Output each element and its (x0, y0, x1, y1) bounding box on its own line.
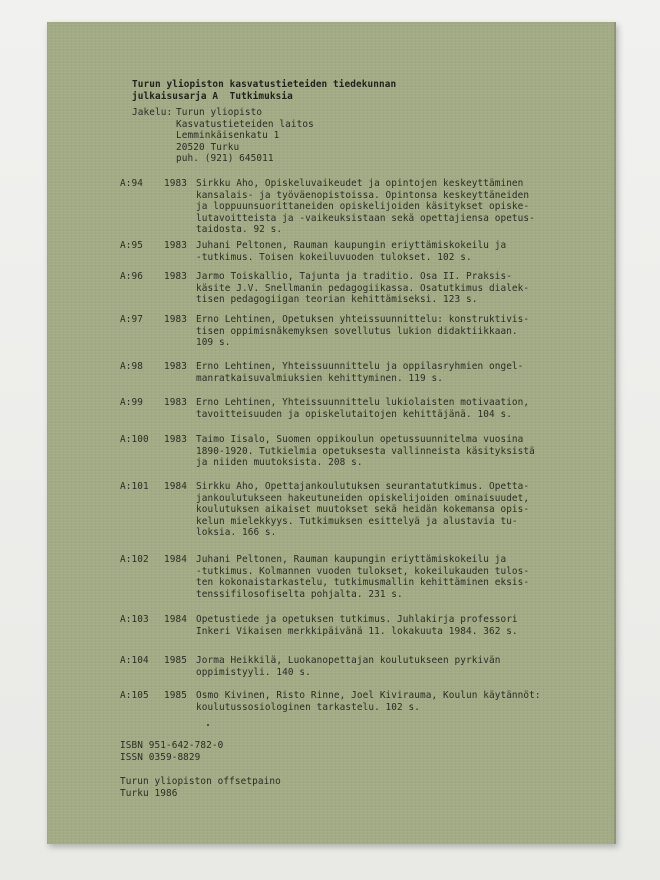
address-line: 20520 Turku (176, 141, 240, 153)
description-line: Opetustiede ja opetuksen tutkimus. Juhlakirja professori (196, 614, 518, 625)
publication-code: A:99 (120, 397, 143, 408)
publication-code: A:94 (120, 178, 143, 189)
address-line: Lemminkäisenkatu 1 (176, 130, 280, 142)
description-line: Juhani Peltonen, Rauman kaupungin eriyttämiskokeilu ja (196, 554, 507, 565)
publication-code: A:104 (120, 655, 149, 666)
identifiers-block (120, 740, 223, 763)
publication-description (196, 361, 523, 384)
description-line: taidosta. 92 s. (196, 224, 283, 236)
publication-description (196, 614, 518, 637)
publication-code: A:102 (120, 554, 149, 565)
description-line: jankoulutukseen hakeutuneiden opiskelijoiden ominaisuudet, (196, 492, 530, 504)
publication-description (196, 690, 541, 713)
description-line: 109 s. (196, 337, 231, 349)
description-line: manratkaisuvalmiuksien kehittyminen. 119 s. (196, 372, 444, 384)
publication-year: 1983 (164, 314, 187, 325)
publication-year: 1984 (164, 481, 187, 492)
description-line: Jarmo Toiskallio, Tajunta ja traditio. Osa II. Praksis- (196, 271, 512, 282)
address-line: Turun yliopisto (176, 107, 263, 118)
publication-year: 1983 (164, 240, 187, 251)
publication-description (196, 314, 529, 349)
description-line: tavoitteisuuden ja opiskelutaitojen kehittäjänä. 104 s. (196, 408, 512, 420)
description-line: Inkeri Vikaisen merkkipäivänä 11. lokakuuta 1984. 362 s. (196, 625, 518, 637)
publication-year: 1983 (164, 271, 187, 282)
description-line: Juhani Peltonen, Rauman kaupungin eriyttämiskokeilu ja (196, 240, 507, 251)
description-line: -tutkimus. Toisen kokeiluvuoden tulokset. 102 s. (196, 251, 472, 263)
isbn: ISBN 951-642-782-0 (120, 740, 224, 751)
series-title-line-2: julkaisusarja A Tutkimuksia (132, 90, 293, 102)
description-line: kansalais- ja työväenopistoissa. Opintonsa keskeyttäneiden (196, 189, 530, 201)
publication-entry-a102 (120, 554, 530, 600)
publication-code: A:103 (120, 614, 149, 625)
description-line: Taimo Iisalo, Suomen oppikoulun opetussuunnitelma vuosina (196, 434, 524, 445)
issn: ISSN 0359-8829 (120, 751, 201, 763)
description-line: tisen oppimisnäkemyksen sovellutus lukion didaktiikkaan. (196, 325, 518, 337)
description-line: -tutkimus. Kolmannen vuoden tulokset, kokeilukauden tulos- (196, 565, 530, 577)
description-line: tisen pedagogiigan teorian kehittämiseksi. 123 s. (196, 294, 478, 306)
publication-description (196, 271, 529, 306)
description-line: lutavoitteista ja -vaikeuksistaan sekä opettajiensa opetus- (196, 212, 535, 224)
publication-description (196, 655, 500, 678)
publication-year: 1983 (164, 361, 187, 372)
description-line: ja loppuunsuorittaneiden opiskelijoiden käsitykset opiske- (196, 201, 530, 213)
description-line: ja niiden muutoksista. 208 s. (196, 457, 363, 469)
publication-description (196, 554, 529, 600)
print-speck (207, 724, 209, 726)
description-line: Jorma Heikkilä, Luokanopettajan koulutukseen pyrkivän (196, 655, 501, 666)
description-line: Erno Lehtinen, Yhteissuunnittelu lukiolaisten motivaation, (196, 397, 530, 408)
printer-block (120, 776, 281, 799)
publication-entry-a101 (120, 481, 530, 539)
printer-place-year: Turku 1986 (120, 787, 178, 799)
distribution-block (132, 107, 314, 165)
publication-description (196, 434, 535, 469)
series-title (132, 79, 396, 102)
publication-code: A:105 (120, 690, 149, 701)
publication-description (196, 481, 529, 539)
publication-description (196, 178, 535, 236)
description-line: loksia. 166 s. (196, 527, 277, 539)
description-line: tenssifilosofiselta pohjalta. 231 s. (196, 588, 403, 600)
address-line: Kasvatustieteiden laitos (176, 118, 314, 130)
publication-description (196, 240, 506, 263)
address-line: puh. (921) 645011 (176, 153, 274, 165)
description-line: koulutussosiologinen tarkastelu. 102 s. (196, 701, 421, 713)
distribution-address (176, 107, 314, 165)
publication-code: A:95 (120, 240, 143, 251)
publication-year: 1983 (164, 434, 187, 445)
publication-year: 1984 (164, 554, 187, 565)
description-line: Osmo Kivinen, Risto Rinne, Joel Kivirauma, Koulun käytännöt: (196, 690, 541, 701)
publication-year: 1983 (164, 397, 187, 408)
description-line: käsite J.V. Snellmanin pedagogiikassa. Osatutkimus dialek- (196, 282, 530, 294)
description-line: Sirkku Aho, Opiskeluvaikeudet ja opintojen keskeyttäminen (196, 178, 524, 189)
publication-entry-a100 (120, 434, 535, 480)
publication-code: A:97 (120, 314, 143, 325)
description-line: oppimistyyli. 140 s. (196, 666, 311, 678)
distribution-label: Jakelu: (132, 107, 173, 118)
publication-year: 1985 (164, 655, 187, 666)
publication-entry-a94 (120, 178, 535, 236)
description-line: Erno Lehtinen, Opetuksen yhteissuunnittelu: konstruktivis- (196, 314, 530, 325)
publication-year: 1985 (164, 690, 187, 701)
description-line: ten kokonaistarkastelu, tutkimusmallin kehittäminen eksis- (196, 577, 530, 589)
publication-code: A:100 (120, 434, 149, 445)
publication-year: 1984 (164, 614, 187, 625)
description-line: kelun mielekkyys. Tutkimuksen esittelyä ja alustavia tu- (196, 515, 518, 527)
publication-year: 1983 (164, 178, 187, 189)
description-line: 1890-1920. Tutkielmia opetuksesta vallinneista käsityksistä (196, 445, 535, 457)
printer-name: Turun yliopiston offsetpaino (120, 776, 281, 787)
publication-description (196, 397, 529, 420)
description-line: Erno Lehtinen, Yhteissuunnittelu ja oppilasryhmien ongel- (196, 361, 524, 372)
publication-entry-a96 (120, 271, 530, 317)
publication-code: A:96 (120, 271, 143, 282)
publication-code: A:98 (120, 361, 143, 372)
publication-entry-a103 (120, 614, 518, 660)
description-line: koulutuksen aikaiset muutokset sekä heidän kokemansa opis- (196, 504, 530, 516)
publication-entry-a97 (120, 314, 530, 360)
publication-entry-a105 (120, 690, 541, 736)
series-title-line-1: Turun yliopiston kasvatustieteiden tiedekunnan (132, 79, 397, 90)
publication-code: A:101 (120, 481, 149, 492)
description-line: Sirkku Aho, Opettajankoulutuksen seurantatutkimus. Opetta- (196, 481, 530, 492)
book-back-cover (47, 22, 616, 844)
